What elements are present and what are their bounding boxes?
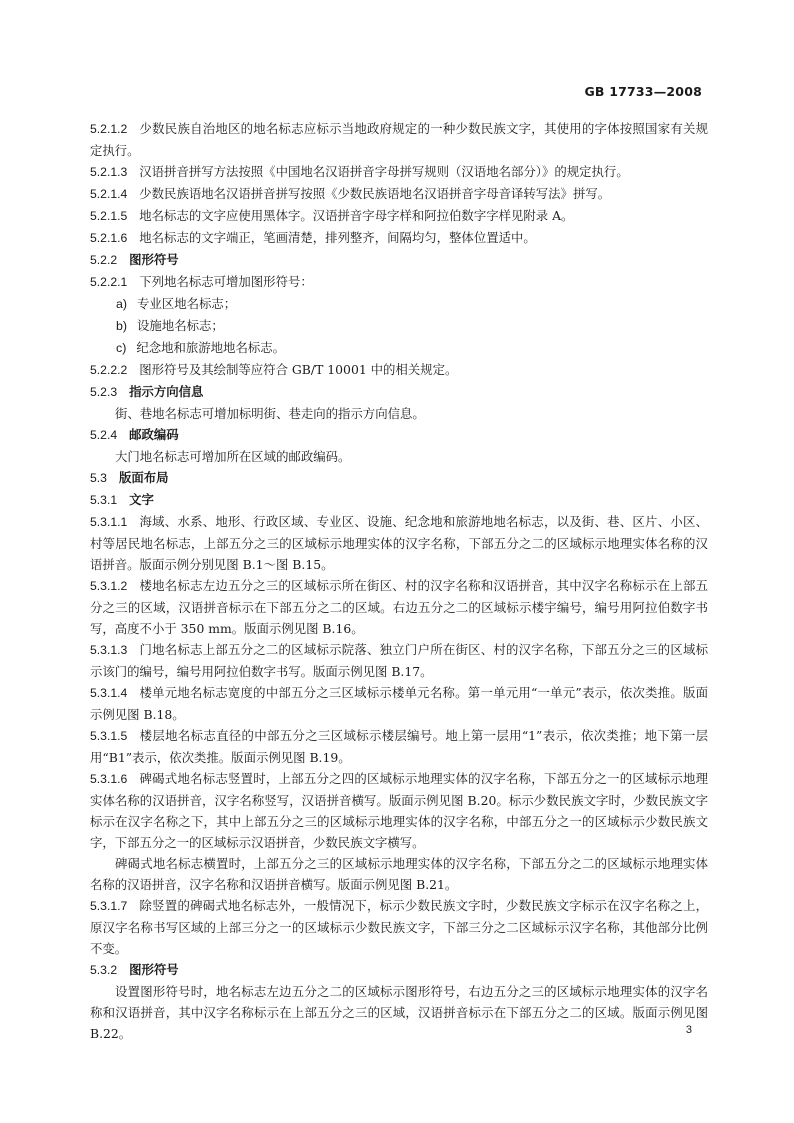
section-title: 指示方向信息: [129, 384, 204, 399]
clause-number: 5.3.1.3: [90, 643, 128, 657]
list-marker: c): [116, 341, 127, 355]
list-marker: b): [116, 319, 128, 333]
body-paragraph: 碑碣式地名标志横置时，上部五分之三的区域标示地理实体的汉字名称，下部五分之二的区域标示地理实体名称的汉语拼音，汉字名称和汉语拼音横写。版面示例见图 B.21。: [90, 856, 708, 892]
clause-number: 5.2.1.5: [90, 209, 128, 223]
list-item-text: 纪念地和旅游地地名标志。: [136, 340, 286, 355]
clause-text: 下列地名标志可增加图形符号：: [139, 274, 313, 289]
clause-number: 5.2.1.3: [90, 165, 128, 179]
section-number: 5.2.4: [90, 428, 118, 442]
clause-number: 5.3.1.4: [90, 686, 128, 700]
section-title: 邮政编码: [129, 427, 179, 442]
section-heading-5-3: [90, 467, 708, 489]
section-number: 5.3.2: [90, 963, 118, 977]
clause-text: 地名标志的文字应使用黑体字。汉语拼音字母字样和阿拉伯数字字样见附录 A。: [139, 208, 574, 223]
body-paragraph: 设置图形符号时，地名标志左边五分之二的区域标示图形符号，右边五分之三的区域标示地理实体的汉字名称和汉语拼音，其中汉字名称标示在上部五分之三的区域，汉语拼音标示在下部五分之二的区域。版面示例见图 B.22。: [90, 984, 708, 1041]
clause-text: 门地名标志上部五分之二的区域标示院落、独立门户所在街区、村的汉字名称，下部五分之三的区域标示该门的编号，编号用阿拉伯数字书写。版面示例见图 B.17。: [90, 642, 708, 679]
clause-5-3-1-2: [90, 575, 708, 639]
clause-text: 海域、水系、地形、行政区域、专业区、设施、纪念地和旅游地地名标志，以及街、巷、区片、小区、村等居民地名标志，上部五分之三的区域标示地理实体的汉字名称，下部五分之二的区域标示地理实体名称的汉语拼音。版面示例分别见图 B.1～图 B.15。: [90, 514, 708, 572]
clause-number: 5.3.1.1: [90, 515, 128, 529]
clause-text: 楼层地名标志直径的中部五分之三区域标示楼层编号。地上第一层用“1”表示，依次类推；地下第一层用“B1”表示，依次类推。版面示例见图 B.19。: [90, 728, 708, 765]
clause-text: 汉语拼音拼写方法按照《中国地名汉语拼音字母拼写规则（汉语地名部分）》的规定执行。: [139, 164, 629, 179]
clause-number: 5.3.1.7: [90, 899, 128, 913]
clause-5-3-1-6: [90, 768, 708, 853]
clause-number: 5.2.1.4: [90, 187, 128, 201]
clause-5-3-1-7: [90, 895, 708, 959]
section-title: 版面布局: [118, 470, 169, 485]
section-number: 5.3.1: [90, 493, 118, 507]
clause-5-2-2-2: [90, 359, 708, 381]
list-item-text: 专业区地名标志；: [137, 296, 237, 311]
clause-number: 5.2.2.1: [90, 275, 128, 289]
list-item-a: [90, 293, 708, 315]
clause-5-3-1-3: [90, 639, 708, 682]
clause-text: 图形符号及其绘制等应符合 GB/T 10001 中的相关规定。: [139, 362, 458, 377]
body-paragraph: 街、巷地名标志可增加标明街、巷走向的指示方向信息。: [115, 406, 425, 421]
standard-code: GB 17733—2008: [584, 84, 702, 99]
section-number: 5.2.3: [90, 385, 118, 399]
clause-5-3-1-1: [90, 511, 708, 575]
clause-5-2-1-5: [90, 205, 708, 227]
clause-number: 5.3.1.5: [90, 729, 128, 743]
clause-text: 楼单元地名标志宽度的中部五分之三区域标示楼单元名称。第一单元用“一单元”表示，依次类推。版面示例见图 B.18。: [90, 685, 708, 722]
body-paragraph: 大门地名标志可增加所在区域的邮政编码。: [115, 449, 351, 464]
section-title: 图形符号: [129, 962, 179, 977]
list-item-c: [90, 337, 708, 359]
clause-5-3-1-4: [90, 682, 708, 725]
clause-text: 少数民族语地名汉语拼音拼写按照《少数民族语地名汉语拼音字母音译转写法》拼写。: [139, 186, 611, 201]
list-marker: a): [116, 297, 128, 311]
clause-text: 地名标志的文字端正，笔画清楚，排列整齐，间隔均匀，整体位置适中。: [139, 230, 536, 245]
section-heading-5-2-2: [90, 249, 708, 271]
clause-number: 5.3.1.6: [90, 772, 128, 786]
clause-5-3-1-5: [90, 725, 708, 768]
clause-text: 楼地名标志左边五分之三的区域标示所在街区、村的汉字名称和汉语拼音，其中汉字名称标示在上部五分之三的区域，汉语拼音标示在下部五分之二的区域。右边五分之二的区域标示楼宇编号，编号用阿拉伯数字书写，高度不小于 350 mm。版面示例见图 B.16。: [90, 578, 708, 636]
section-heading-5-2-3: [90, 381, 708, 403]
clause-5-2-2-1: [90, 271, 708, 293]
section-number: 5.3: [90, 471, 107, 485]
section-heading-5-2-4: [90, 424, 708, 446]
clause-5-2-1-4: [90, 183, 708, 205]
clause-text: 碑碣式地名标志竖置时，上部五分之四的区域标示地理实体的汉字名称，下部五分之一的区域标示地理实体名称的汉语拼音，汉字名称竖写，汉语拼音横写。版面示例见图 B.20。标示少数民族文字时，少数民族文字标示在汉字名称之下，其中上部五分之三的区域标示地理实体的汉字名称，中部五分之一的区域标示少数民族文字，下部五分之一的区域标示汉语拼音，少数民族文字横写。: [90, 771, 708, 850]
clause-5-2-1-6: [90, 227, 708, 249]
section-heading-5-3-1: [90, 489, 708, 511]
clause-text: 除竖置的碑碣式地名标志外，一般情况下，标示少数民族文字时，少数民族文字标示在汉字名称之上，原汉字名称书写区域的上部三分之一的区域标示少数民族文字，下部三分之二区域标示汉字名称，其他部分比例不变。: [90, 898, 708, 956]
clause-text: 少数民族自治地区的地名标志应标示当地政府规定的一种少数民族文字，其使用的字体按照国家有关规定执行。: [90, 121, 708, 158]
clause-number: 5.2.1.2: [90, 122, 128, 136]
clause-5-2-1-2: [90, 118, 708, 161]
clause-number: 5.2.2.2: [90, 363, 128, 377]
page-number: 3: [685, 1024, 692, 1036]
list-item-text: 设施地名标志；: [137, 318, 224, 333]
section-number: 5.2.2: [90, 253, 118, 267]
clause-number: 5.3.1.2: [90, 579, 128, 593]
clause-5-2-1-3: [90, 161, 708, 183]
section-title: 图形符号: [129, 252, 179, 267]
document-body: [90, 118, 708, 1044]
section-heading-5-3-2: [90, 959, 708, 981]
section-title: 文字: [129, 492, 154, 507]
clause-number: 5.2.1.6: [90, 231, 128, 245]
list-item-b: [90, 315, 708, 337]
